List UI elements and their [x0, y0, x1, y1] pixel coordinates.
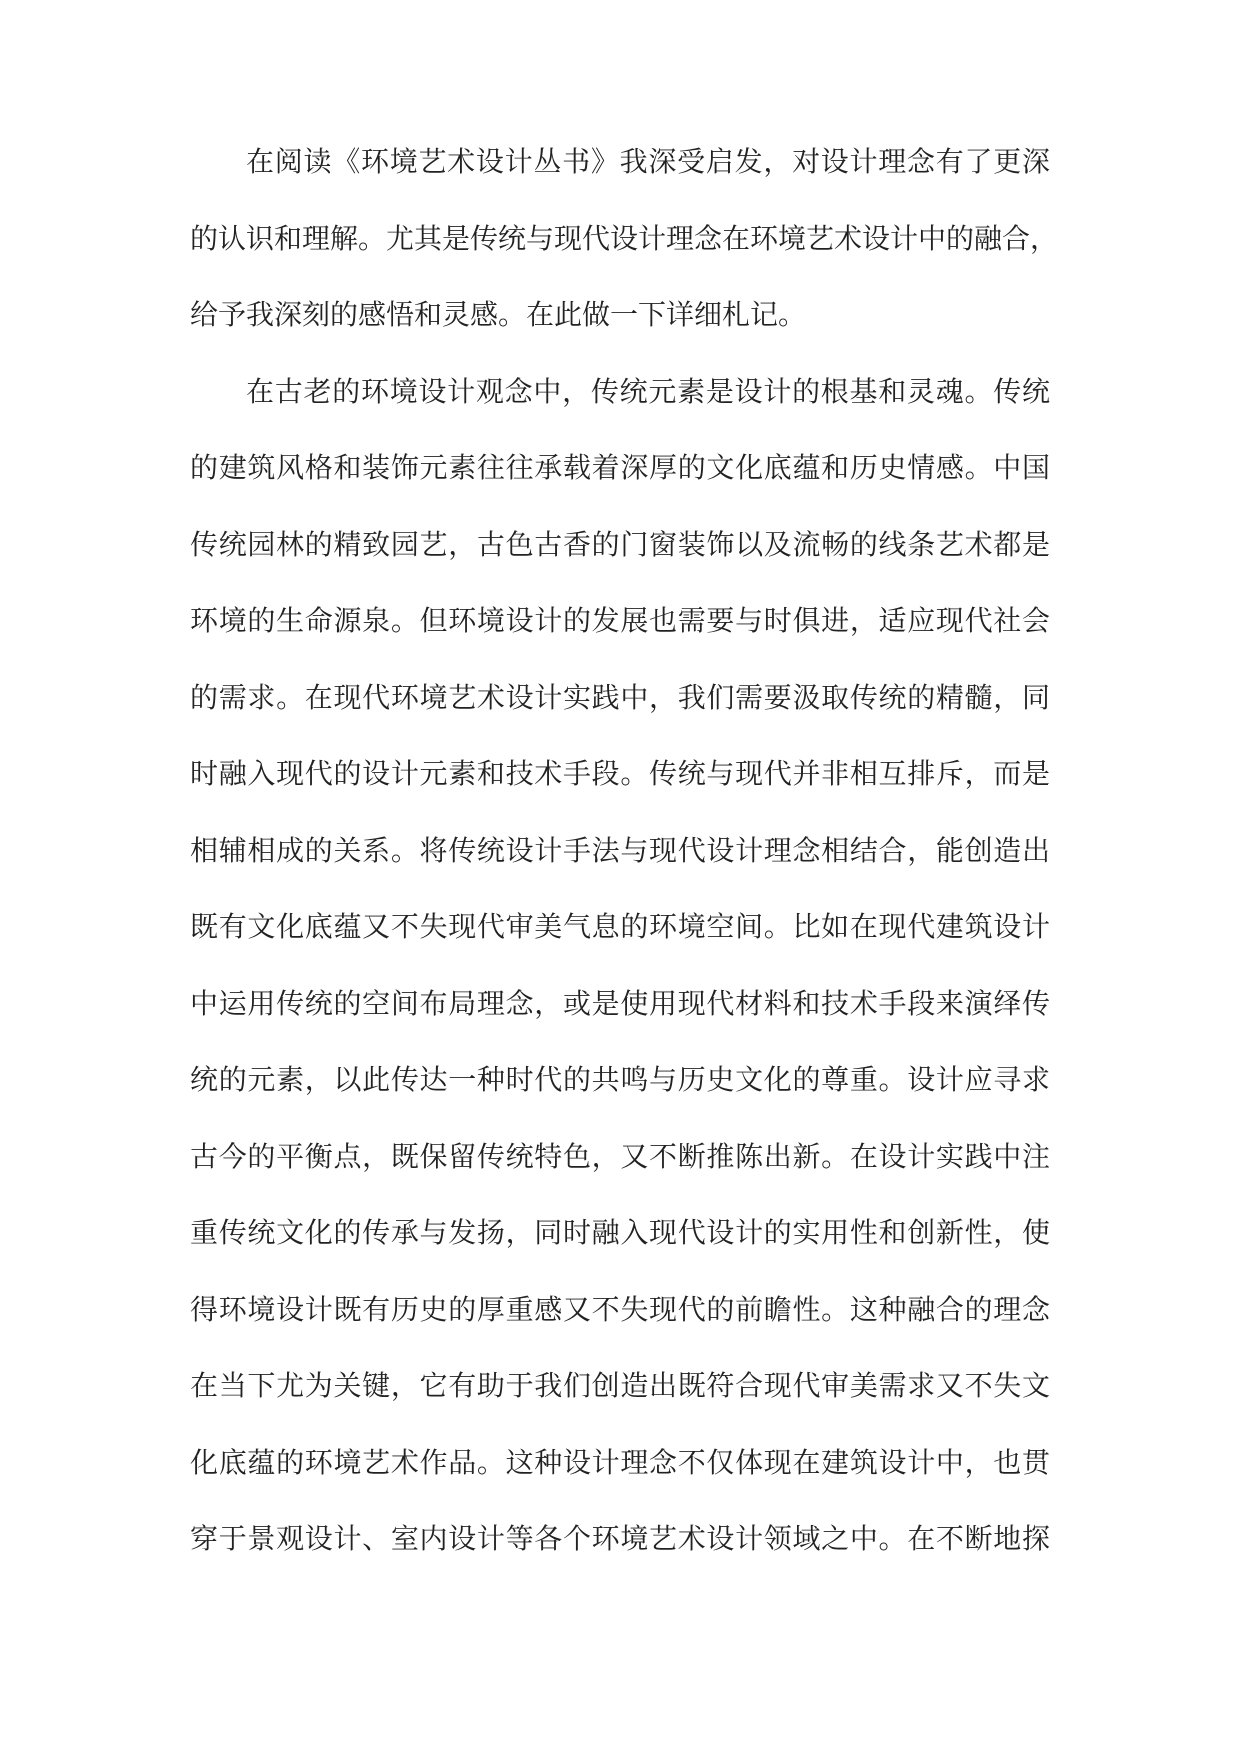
paragraph-2-line-15: 化底蕴的环境艺术作品。这种设计理念不仅体现在建筑设计中，也贯 — [190, 1445, 1050, 1479]
paragraph-2-line-11: 古今的平衡点，既保留传统特色，又不断推陈出新。在设计实践中注 — [190, 1139, 1050, 1173]
paragraph-1-line-2: 的认识和理解。尤其是传统与现代设计理念在环境艺术设计中的融合， — [190, 221, 1059, 255]
paragraph-2-line-2: 的建筑风格和装饰元素往往承载着深厚的文化底蕴和历史情感。中国 — [190, 451, 1050, 484]
paragraph-1-line-3: 给予我深刻的感悟和灵感。在此做一下详细札记。 — [190, 298, 807, 331]
paragraph-2-line-5: 的需求。在现代环境艺术设计实践中，我们需要汲取传统的精髓，同 — [190, 680, 1050, 714]
paragraph-2-line-4: 环境的生命源泉。但环境设计的发展也需要与时俱进，适应现代社会 — [190, 604, 1050, 637]
paragraph-2-line-13: 得环境设计既有历史的厚重感又不失现代的前瞻性。这种融合的理念 — [190, 1292, 1050, 1326]
paragraph-2-line-14: 在当下尤为关键，它有助于我们创造出既符合现代审美需求又不失文 — [190, 1369, 1050, 1402]
paragraph-2-line-3: 传统园林的精致园艺，古色古香的门窗装饰以及流畅的线条艺术都是 — [190, 527, 1050, 561]
paragraph-2-line-1: 在古老的环境设计观念中，传统元素是设计的根基和灵魂。传统 — [246, 374, 1050, 408]
paragraph-2-line-16: 穿于景观设计、室内设计等各个环境艺术设计领域之中。在不断地探 — [190, 1522, 1050, 1555]
paragraph-2-line-7: 相辅相成的关系。将传统设计手法与现代设计理念相结合，能创造出 — [190, 833, 1050, 867]
paragraph-1-line-1: 在阅读《环境艺术设计丛书》我深受启发，对设计理念有了更深 — [246, 145, 1050, 178]
paragraph-2-line-6: 时融入现代的设计元素和技术手段。传统与现代并非相互排斥，而是 — [190, 757, 1050, 790]
paragraph-2-line-8: 既有文化底蕴又不失现代审美气息的环境空间。比如在现代建筑设计 — [190, 910, 1050, 943]
paragraph-2-line-12: 重传统文化的传承与发扬，同时融入现代设计的实用性和创新性，使 — [190, 1216, 1050, 1249]
body-text — [190, 145, 1059, 1599]
paragraph-2-line-10: 统的元素，以此传达一种时代的共鸣与历史文化的尊重。设计应寻求 — [190, 1063, 1050, 1096]
paragraph-2-line-9: 中运用传统的空间布局理念，或是使用现代材料和技术手段来演绎传 — [190, 986, 1050, 1020]
